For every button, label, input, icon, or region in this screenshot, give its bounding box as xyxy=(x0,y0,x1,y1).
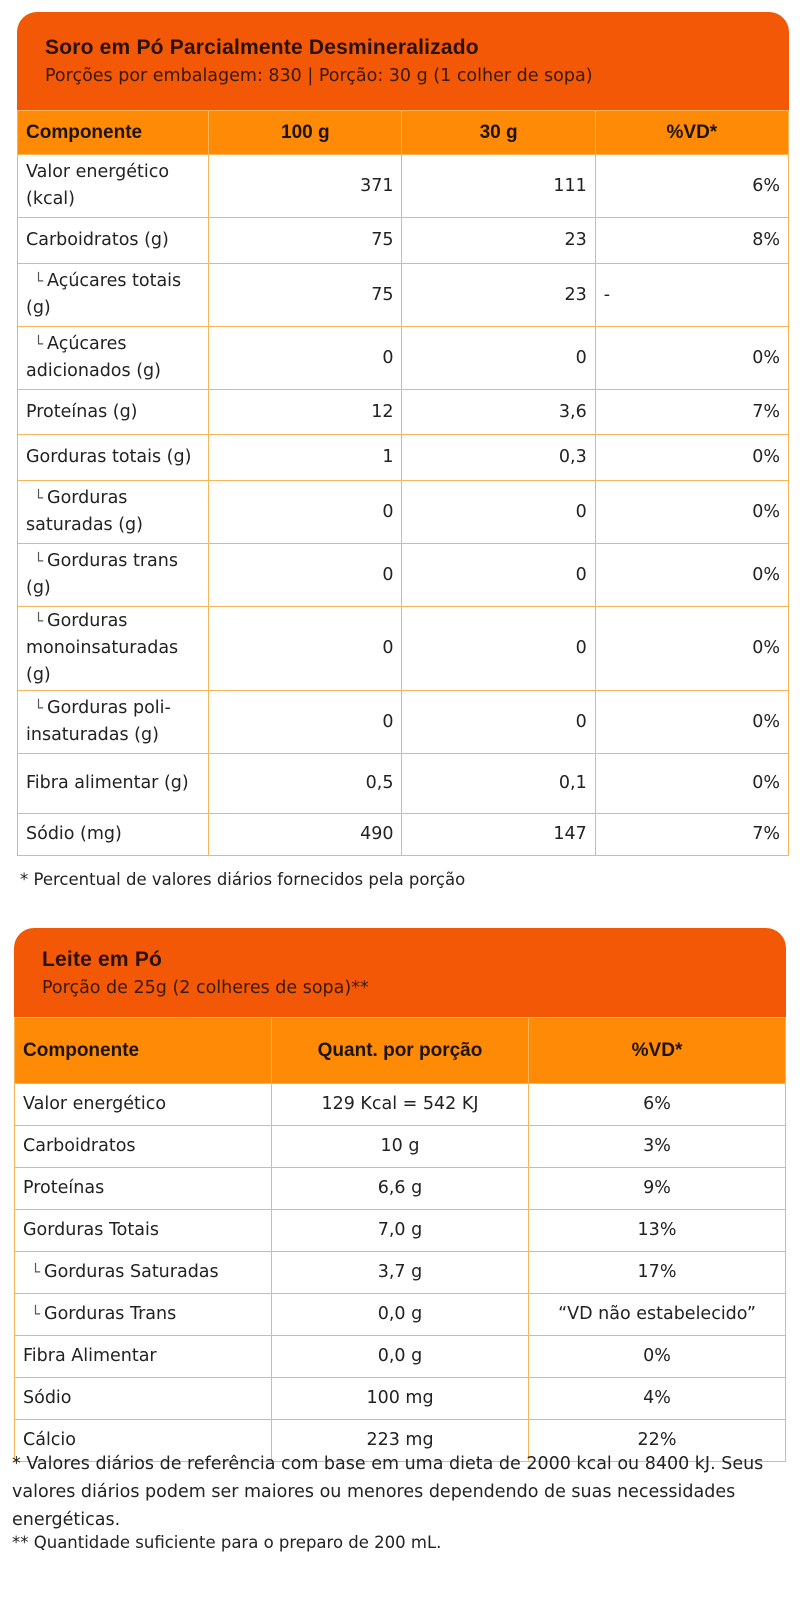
leite-table-row xyxy=(15,1378,786,1420)
leite-value-quantidade: 6,6 g xyxy=(272,1168,529,1210)
leite-table-row xyxy=(15,1336,786,1378)
soro-col-100g: 100 g xyxy=(209,111,402,155)
soro-row-name xyxy=(18,691,209,754)
soro-col-30g: 30 g xyxy=(402,111,595,155)
sub-item-marker-icon: └ xyxy=(34,489,44,507)
leite-row-label: Carboidratos xyxy=(23,1136,136,1156)
leite-table xyxy=(14,1017,786,1462)
soro-table-row xyxy=(18,691,789,754)
soro-row-label: Gorduras trans (g) xyxy=(26,551,178,598)
soro-title: Soro em Pó Parcialmente Desmineralizado xyxy=(45,36,479,59)
soro-value-vd: 0% xyxy=(595,481,788,544)
leite-title: Leite em Pó xyxy=(42,948,163,971)
leite-row-name xyxy=(15,1168,272,1210)
soro-row-label: Sódio (mg) xyxy=(26,824,122,844)
leite-col-componente: Componente xyxy=(15,1018,272,1084)
leite-footnote-vd: * Valores diários de referência com base em uma dieta de 2000 kcal ou 8400 kJ. Seus valores diários podem ser maiores ou menores dependendo de suas necessidades energéticas. xyxy=(12,1454,764,1530)
soro-table-row xyxy=(18,327,789,390)
soro-value-vd: 7% xyxy=(595,390,788,435)
leite-value-quantidade: 10 g xyxy=(272,1126,529,1168)
soro-table-row xyxy=(18,754,789,814)
leite-nutrition-card xyxy=(14,928,786,1462)
soro-row-name xyxy=(18,754,209,814)
leite-table-row xyxy=(15,1252,786,1294)
soro-value-30g: 0 xyxy=(402,691,595,754)
soro-value-100g: 75 xyxy=(209,264,402,327)
soro-table-row xyxy=(18,544,789,607)
soro-value-vd: 0% xyxy=(595,327,788,390)
soro-row-label: Fibra alimentar (g) xyxy=(26,773,189,793)
leite-table-header-row xyxy=(15,1018,786,1084)
leite-value-quantidade: 223 mg xyxy=(272,1420,529,1462)
leite-row-label: Gorduras Trans xyxy=(44,1304,177,1324)
leite-value-vd: 22% xyxy=(529,1420,786,1462)
leite-row-name xyxy=(15,1378,272,1420)
soro-subtitle: Porções por embalagem: 830 | Porção: 30 g (1 colher de sopa) xyxy=(45,66,593,86)
soro-value-vd: 0% xyxy=(595,754,788,814)
soro-table-row xyxy=(18,481,789,544)
leite-row-label: Gorduras Totais xyxy=(23,1220,159,1240)
soro-value-100g: 0 xyxy=(209,691,402,754)
sub-item-marker-icon: └ xyxy=(34,335,44,353)
leite-value-quantidade: 0,0 g xyxy=(272,1336,529,1378)
leite-value-vd: 13% xyxy=(529,1210,786,1252)
leite-value-vd: 9% xyxy=(529,1168,786,1210)
soro-value-100g: 1 xyxy=(209,435,402,481)
leite-row-name xyxy=(15,1084,272,1126)
leite-row-label: Proteínas xyxy=(23,1178,105,1198)
soro-table-row xyxy=(18,607,789,691)
soro-row-name xyxy=(18,218,209,264)
soro-value-100g: 0,5 xyxy=(209,754,402,814)
soro-row-label: Gorduras monoinsaturadas (g) xyxy=(26,611,179,685)
leite-row-label: Cálcio xyxy=(23,1430,76,1450)
soro-row-label: Gorduras totais (g) xyxy=(26,447,192,467)
soro-value-100g: 0 xyxy=(209,481,402,544)
soro-table-header-row xyxy=(18,111,789,155)
soro-value-30g: 3,6 xyxy=(402,390,595,435)
leite-row-name xyxy=(15,1336,272,1378)
leite-footnote-preparo: ** Quantidade suficiente para o preparo de 200 mL. xyxy=(12,1533,442,1552)
soro-value-30g: 0 xyxy=(402,481,595,544)
soro-row-name xyxy=(18,155,209,218)
sub-item-marker-icon: └ xyxy=(34,612,44,630)
leite-table-row xyxy=(15,1294,786,1336)
soro-value-100g: 0 xyxy=(209,544,402,607)
soro-row-label: Carboidratos (g) xyxy=(26,230,169,250)
soro-value-vd: - xyxy=(595,264,788,327)
leite-value-vd: 4% xyxy=(529,1378,786,1420)
soro-row-label: Proteínas (g) xyxy=(26,401,138,422)
soro-value-vd: 8% xyxy=(595,218,788,264)
soro-table-row xyxy=(18,390,789,435)
soro-table-row xyxy=(18,435,789,481)
soro-table-row xyxy=(18,264,789,327)
leite-value-vd: 6% xyxy=(529,1084,786,1126)
soro-value-100g: 371 xyxy=(209,155,402,218)
leite-table-row xyxy=(15,1168,786,1210)
soro-row-name xyxy=(18,607,209,691)
soro-value-vd: 0% xyxy=(595,544,788,607)
soro-row-name xyxy=(18,390,209,435)
leite-col-vd: %VD* xyxy=(529,1018,786,1084)
soro-col-componente: Componente xyxy=(18,111,209,155)
soro-row-name xyxy=(18,264,209,327)
leite-row-label: Fibra Alimentar xyxy=(23,1346,157,1366)
leite-row-label: Valor energético xyxy=(23,1094,167,1114)
soro-value-100g: 0 xyxy=(209,607,402,691)
soro-row-label: Gorduras poli-insaturadas (g) xyxy=(26,698,171,745)
leite-row-label: Gorduras Saturadas xyxy=(44,1262,219,1282)
leite-row-name xyxy=(15,1252,272,1294)
soro-value-100g: 12 xyxy=(209,390,402,435)
sub-item-marker-icon: └ xyxy=(34,272,44,290)
soro-value-vd: 0% xyxy=(595,607,788,691)
leite-value-quantidade: 0,0 g xyxy=(272,1294,529,1336)
leite-value-quantidade: 3,7 g xyxy=(272,1252,529,1294)
soro-footnote: * Percentual de valores diários fornecidos pela porção xyxy=(20,870,466,889)
soro-value-100g: 0 xyxy=(209,327,402,390)
soro-value-vd: 7% xyxy=(595,814,788,856)
soro-row-label: Gorduras saturadas (g) xyxy=(26,488,143,535)
soro-value-30g: 0,1 xyxy=(402,754,595,814)
soro-row-label: Valor energético (kcal) xyxy=(26,162,170,209)
soro-value-30g: 111 xyxy=(402,155,595,218)
soro-header xyxy=(17,12,789,110)
sub-item-marker-icon: └ xyxy=(34,699,44,717)
leite-subtitle: Porção de 25g (2 colheres de sopa)** xyxy=(42,978,369,998)
soro-value-30g: 23 xyxy=(402,218,595,264)
soro-value-100g: 490 xyxy=(209,814,402,856)
sub-item-marker-icon: └ xyxy=(31,1263,41,1281)
soro-value-vd: 0% xyxy=(595,691,788,754)
soro-row-label: Açúcares adicionados (g) xyxy=(26,334,161,381)
leite-value-quantidade: 100 mg xyxy=(272,1378,529,1420)
soro-value-30g: 23 xyxy=(402,264,595,327)
soro-table-row xyxy=(18,814,789,856)
leite-row-label: Sódio xyxy=(23,1388,72,1408)
sub-item-marker-icon: └ xyxy=(34,552,44,570)
soro-value-30g: 0 xyxy=(402,544,595,607)
leite-value-vd: “VD não estabelecido” xyxy=(529,1294,786,1336)
soro-value-30g: 147 xyxy=(402,814,595,856)
leite-value-vd: 3% xyxy=(529,1126,786,1168)
soro-col-vd: %VD* xyxy=(595,111,788,155)
soro-value-vd: 0% xyxy=(595,435,788,481)
soro-row-name xyxy=(18,814,209,856)
soro-row-label: Açúcares totais (g) xyxy=(26,271,182,318)
soro-value-30g: 0 xyxy=(402,327,595,390)
soro-row-name xyxy=(18,544,209,607)
soro-row-name xyxy=(18,435,209,481)
soro-value-30g: 0 xyxy=(402,607,595,691)
soro-value-30g: 0,3 xyxy=(402,435,595,481)
leite-table-row xyxy=(15,1084,786,1126)
leite-row-name xyxy=(15,1294,272,1336)
leite-value-quantidade: 7,0 g xyxy=(272,1210,529,1252)
soro-value-vd: 6% xyxy=(595,155,788,218)
soro-table-row xyxy=(18,218,789,264)
soro-table xyxy=(17,110,789,856)
leite-header xyxy=(14,928,786,1017)
leite-row-name xyxy=(15,1126,272,1168)
leite-value-vd: 17% xyxy=(529,1252,786,1294)
leite-value-vd: 0% xyxy=(529,1336,786,1378)
leite-row-name xyxy=(15,1210,272,1252)
soro-nutrition-card xyxy=(17,12,789,856)
leite-table-row xyxy=(15,1210,786,1252)
soro-value-100g: 75 xyxy=(209,218,402,264)
leite-value-quantidade: 129 Kcal = 542 KJ xyxy=(272,1084,529,1126)
soro-row-name xyxy=(18,327,209,390)
leite-col-quantidade: Quant. por porção xyxy=(272,1018,529,1084)
leite-table-row xyxy=(15,1126,786,1168)
sub-item-marker-icon: └ xyxy=(31,1305,41,1323)
soro-row-name xyxy=(18,481,209,544)
soro-table-row xyxy=(18,155,789,218)
